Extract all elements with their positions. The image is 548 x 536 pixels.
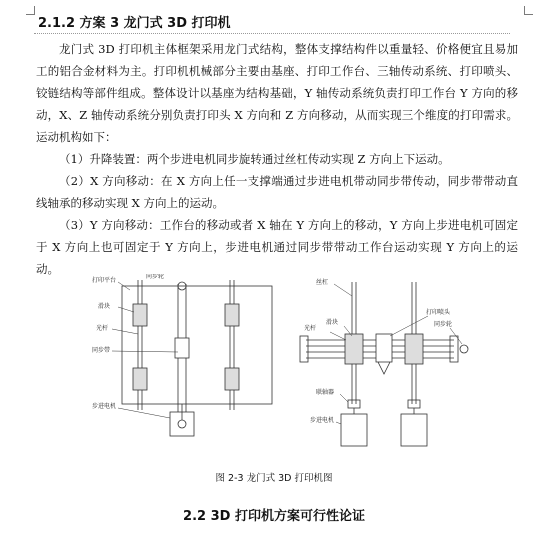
section-heading: 2.2 3D 打印机方案可行性论证 (183, 509, 365, 524)
label-slide-left: 滑块 (98, 303, 111, 310)
belt-clamp (175, 338, 189, 358)
label-nozzle: 打印喷头 (426, 309, 451, 316)
figure-caption: 图 2-3 龙门式 3D 打印机图 (215, 473, 333, 484)
label-motor-left: 步进电机 (92, 403, 117, 410)
body-paragraph-lift: （1）升降装置：两个步进电机同步旋转通过丝杠传动实现 Z 方向上下运动。 (59, 152, 450, 166)
label-slide-right: 滑块 (326, 319, 339, 326)
subsection-heading: 2.1.2 方案 3 龙门式 3D 打印机 (38, 16, 231, 31)
label-belt-left: 同步带 (92, 347, 111, 354)
label-rod-left: 光杆 (96, 325, 109, 332)
margin-corner-mark (524, 6, 533, 15)
step-motor-z-left (341, 414, 367, 446)
gantry-printer-figure (90, 274, 470, 464)
heading-divider (34, 33, 510, 34)
coupling-right (408, 400, 420, 408)
label-sync-wheel-left: 同步轮 (146, 274, 165, 280)
step-motor-z-right (401, 414, 427, 446)
label-platform: 打印平台 (92, 277, 117, 284)
margin-corner-mark (26, 6, 35, 15)
slide-left (345, 334, 363, 364)
body-paragraph-intro: 龙门式 3D 打印机主体框架采用龙门式结构，整体支撑结构件以重量轻、价格便宜且易加工的铝合金材料为主。打印机机械部分主要由基座、打印工作台、三轴传动系统、打印喷头、铰链结构等部件组成。整体设计以基座为结构基础，Y 轴传动系统负责打印工作台 Y 方向的移动，X、Z 轴传动系统分别负责打印头 X 方向和 Z 方向移动，从而实现三个维度的打印需求。运动机构如下： (36, 42, 518, 144)
label-rod-right: 光杆 (304, 325, 317, 332)
coupling-left (348, 400, 360, 408)
slider-bottom-left (133, 368, 147, 390)
label-motor-right: 步进电机 (310, 417, 335, 424)
label-sync-wheel-right: 同步轮 (434, 321, 453, 328)
slide-right (405, 334, 423, 364)
slider-bottom-right (225, 368, 239, 390)
label-screw: 丝杠 (316, 279, 329, 286)
slider-top-right (225, 304, 239, 326)
print-nozzle (376, 334, 392, 362)
sync-wheel-right (460, 345, 468, 353)
body-paragraph-y-motion: （3）Y 方向移动：工作台的移动或者 X 轴在 Y 方向上的移动，Y 方向上步进电机可固定于 X 方向上也可固定于 Y 方向上，步进电机通过同步带带动工作台运动实现 Y 方向上的运动。 (36, 218, 518, 276)
nozzle-tip (378, 362, 390, 374)
slider-top-left (133, 304, 147, 326)
body-paragraph-x-motion: （2）X 方向移动：在 X 方向上任一支撑端通过步进电机带动同步带传动，同步带带动直线轴承的移动实现 X 方向上的运动。 (36, 174, 518, 210)
label-coupling: 联轴器 (316, 389, 335, 396)
top-view-diagram (112, 280, 272, 436)
